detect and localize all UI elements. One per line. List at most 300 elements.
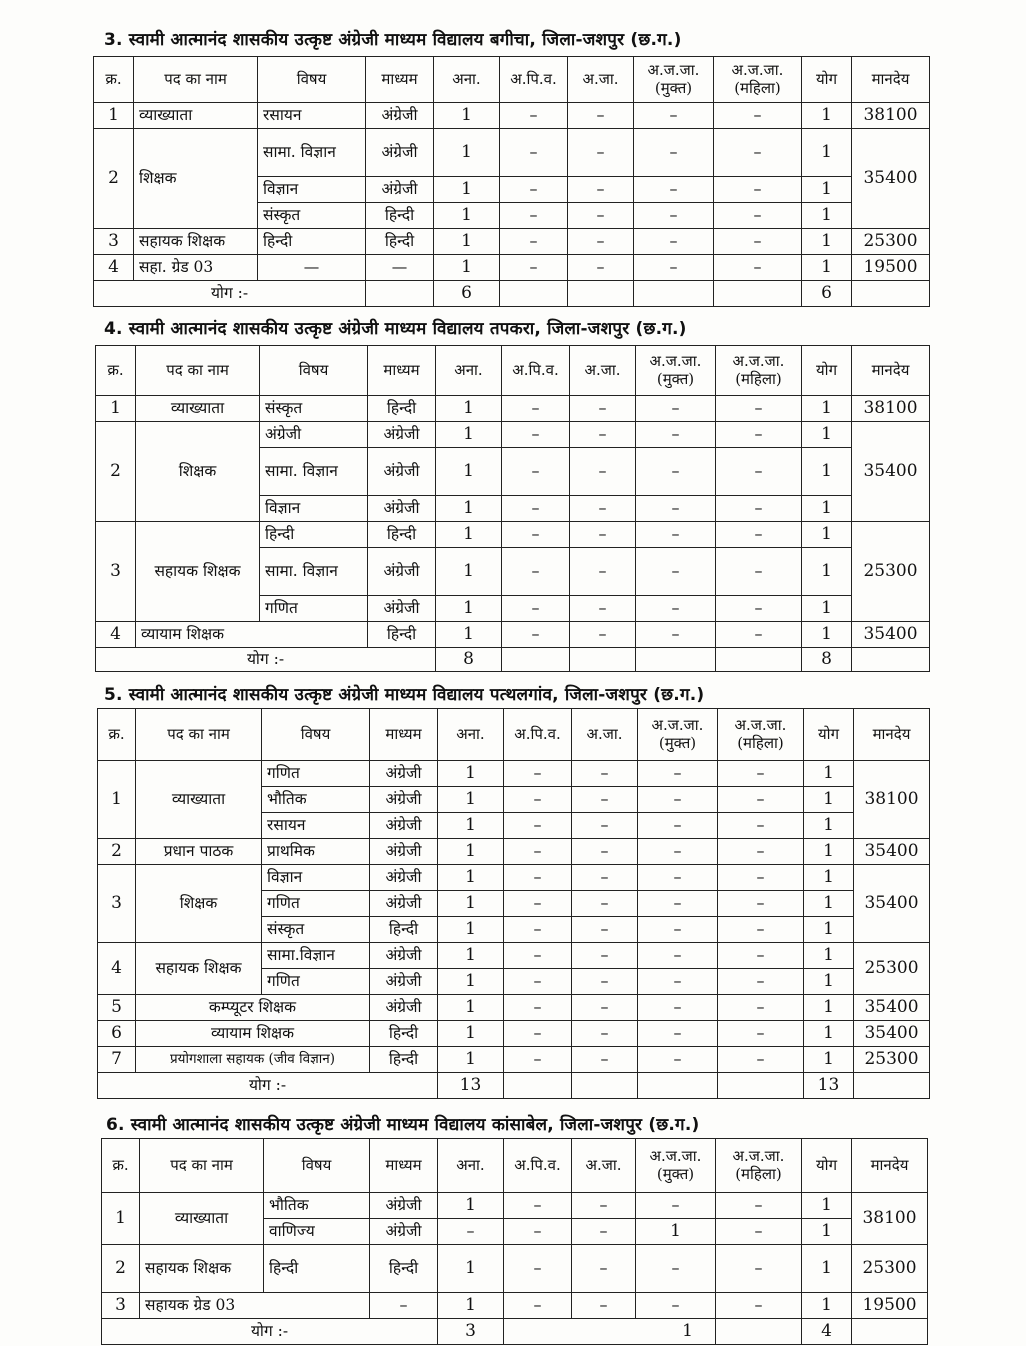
total-row xyxy=(94,281,930,307)
cell-post: व्याख्याता xyxy=(136,396,260,422)
table-row xyxy=(98,761,930,787)
cell-post: व्याख्याता xyxy=(134,103,258,129)
cell-ur: 1 xyxy=(436,596,502,622)
table-row xyxy=(96,396,930,422)
cell-medium: अंग्रेजी xyxy=(370,787,438,813)
cell-st-women: – xyxy=(716,622,802,648)
cell-pay: 19500 xyxy=(852,1293,928,1319)
cell-subject: हिन्दी xyxy=(264,1245,370,1293)
cell-sc: – xyxy=(572,1219,636,1245)
table-row xyxy=(102,1245,928,1293)
cell-ur: 1 xyxy=(436,622,502,648)
header-subject: विषय xyxy=(264,1139,370,1193)
cell-sno: 3 xyxy=(96,522,136,622)
cell-medium: अंग्रेजी xyxy=(370,969,438,995)
header-sno: क्र. xyxy=(98,709,136,761)
table-row xyxy=(98,1021,930,1047)
cell-st-free: – xyxy=(638,917,718,943)
cell-sc: – xyxy=(572,813,638,839)
cell-subject: संस्कृत xyxy=(260,396,368,422)
cell-st-free: – xyxy=(636,548,716,596)
table-row xyxy=(96,422,930,448)
cell-st-free: – xyxy=(638,995,718,1021)
cell-subject: रसायन xyxy=(262,813,370,839)
cell-medium: अंग्रेजी xyxy=(368,548,436,596)
cell-post: प्रधान पाठक xyxy=(136,839,262,865)
cell-total: 1 xyxy=(802,229,852,255)
cell-total: 1 xyxy=(804,995,854,1021)
header-st-women: अ.ज.जा. (महिला) xyxy=(718,709,804,761)
cell-total: 1 xyxy=(804,943,854,969)
cell-subject: संस्कृत xyxy=(262,917,370,943)
cell-sc: – xyxy=(572,865,638,891)
cell-total: 1 xyxy=(802,103,852,129)
cell-subject: संस्कृत xyxy=(258,203,366,229)
vacancy-table xyxy=(101,1138,928,1345)
cell-st-free: – xyxy=(638,943,718,969)
empty-cell xyxy=(852,648,930,672)
cell-obc: – xyxy=(502,622,570,648)
cell-post: व्यायाम शिक्षक xyxy=(136,622,368,648)
cell-total: 1 xyxy=(804,787,854,813)
cell-ur: 1 xyxy=(438,995,504,1021)
cell-st-women: – xyxy=(718,787,804,813)
cell-sc: – xyxy=(572,1293,636,1319)
cell-sc: – xyxy=(570,548,636,596)
cell-post: व्याख्याता xyxy=(136,761,262,839)
cell-ur: 1 xyxy=(438,865,504,891)
cell-total: 1 xyxy=(802,596,852,622)
total-st-free: 1 xyxy=(504,1319,716,1345)
cell-total: 1 xyxy=(802,1245,852,1293)
cell-obc: – xyxy=(504,891,572,917)
cell-st-free: – xyxy=(636,396,716,422)
cell-medium: अंग्रेजी xyxy=(368,496,436,522)
cell-st-women: – xyxy=(714,203,802,229)
cell-sno: 4 xyxy=(96,622,136,648)
cell-st-free: – xyxy=(636,622,716,648)
cell-ur: 1 xyxy=(438,1293,504,1319)
cell-st-women: – xyxy=(716,496,802,522)
cell-total: 1 xyxy=(802,448,852,496)
cell-pay: 25300 xyxy=(854,943,930,995)
cell-st-free: – xyxy=(636,522,716,548)
cell-st-free: – xyxy=(634,177,714,203)
header-sno: क्र. xyxy=(102,1139,140,1193)
cell-subject: विज्ञान xyxy=(258,177,366,203)
cell-st-women: – xyxy=(718,1021,804,1047)
cell-subject: सामा. विज्ञान xyxy=(258,129,366,177)
cell-st-women: – xyxy=(716,448,802,496)
cell-sc: – xyxy=(572,1245,636,1293)
cell-st-women: – xyxy=(716,1219,802,1245)
cell-pay: 35400 xyxy=(854,1021,930,1047)
cell-ur: 1 xyxy=(434,203,500,229)
cell-sc: – xyxy=(572,995,638,1021)
cell-post: सहा. ग्रेड 03 xyxy=(134,255,258,281)
header-sc: अ.जा. xyxy=(568,57,634,103)
cell-st-free: – xyxy=(638,891,718,917)
cell-obc: – xyxy=(504,969,572,995)
section-title: 6. स्वामी आत्मानंद शासकीय उत्कृष्ट अंग्रेजी माध्यम विद्यालय कांसाबेल, जिला-जशपुर (छ.ग.) xyxy=(106,1115,700,1135)
header-st-women: अ.ज.जा. (महिला) xyxy=(716,1139,802,1193)
header-obc: अ.पि.व. xyxy=(504,1139,572,1193)
cell-medium: हिन्दी xyxy=(368,396,436,422)
cell-st-free: – xyxy=(636,596,716,622)
cell-total: 1 xyxy=(804,969,854,995)
cell-st-free: 1 xyxy=(636,1219,716,1245)
cell-st-women: – xyxy=(718,865,804,891)
empty-cell xyxy=(636,648,716,672)
header-st-women: अ.ज.जा. (महिला) xyxy=(716,346,802,396)
cell-medium: अंग्रेजी xyxy=(368,422,436,448)
cell-medium: अंग्रेजी xyxy=(370,1193,438,1219)
header-post: पद का नाम xyxy=(136,709,262,761)
cell-medium: अंग्रेजी xyxy=(370,1219,438,1245)
cell-obc: – xyxy=(504,1245,572,1293)
cell-sc: – xyxy=(572,1047,638,1073)
cell-sno: 4 xyxy=(98,943,136,995)
cell-sno: 4 xyxy=(94,255,134,281)
cell-pay: 25300 xyxy=(852,1245,928,1293)
cell-sc: – xyxy=(568,229,634,255)
cell-subject: वाणिज्य xyxy=(264,1219,370,1245)
cell-sc: – xyxy=(568,255,634,281)
total-ur: 8 xyxy=(436,648,502,672)
cell-subject: भौतिक xyxy=(264,1193,370,1219)
cell-obc: – xyxy=(500,229,568,255)
cell-obc: – xyxy=(504,813,572,839)
cell-ur: 1 xyxy=(434,103,500,129)
table-row xyxy=(98,865,930,891)
header-ur: अना. xyxy=(436,346,502,396)
empty-cell xyxy=(502,648,570,672)
cell-sc: – xyxy=(572,1193,636,1219)
cell-ur: 1 xyxy=(438,761,504,787)
cell-sno: 2 xyxy=(98,839,136,865)
cell-obc: – xyxy=(504,995,572,1021)
cell-total: 1 xyxy=(802,203,852,229)
cell-obc: – xyxy=(504,1219,572,1245)
cell-st-women: – xyxy=(716,1193,802,1219)
cell-post: सहायक शिक्षक xyxy=(140,1245,264,1293)
cell-post: सहायक ग्रेड 03 xyxy=(140,1293,370,1319)
cell-subject: गणित xyxy=(262,761,370,787)
cell-subject: सामा. विज्ञान xyxy=(260,448,368,496)
total-sum: 4 xyxy=(802,1319,852,1345)
header-st-women: अ.ज.जा. (महिला) xyxy=(714,57,802,103)
header-ur: अना. xyxy=(438,1139,504,1193)
cell-medium: अंग्रेजी xyxy=(370,865,438,891)
vacancy-table xyxy=(97,708,930,1099)
cell-subject: सामा.विज्ञान xyxy=(262,943,370,969)
cell-st-women: – xyxy=(718,917,804,943)
cell-sno: 1 xyxy=(98,761,136,839)
cell-obc: – xyxy=(500,203,568,229)
cell-st-free: – xyxy=(636,1245,716,1293)
cell-subject: — xyxy=(258,255,366,281)
cell-ur: 1 xyxy=(436,496,502,522)
cell-ur: 1 xyxy=(438,839,504,865)
table-header xyxy=(94,57,930,103)
cell-total: 1 xyxy=(802,255,852,281)
cell-post: व्यायाम शिक्षक xyxy=(136,1021,370,1047)
cell-st-free: – xyxy=(638,969,718,995)
cell-obc: – xyxy=(504,917,572,943)
cell-pay: 25300 xyxy=(852,522,930,622)
header-sno: क्र. xyxy=(94,57,134,103)
cell-total: 1 xyxy=(804,813,854,839)
cell-obc: – xyxy=(502,522,570,548)
cell-pay: 35400 xyxy=(852,129,930,229)
cell-obc: – xyxy=(504,1047,572,1073)
empty-cell xyxy=(568,281,634,307)
cell-sc: – xyxy=(570,596,636,622)
empty-cell xyxy=(572,1073,638,1099)
table-header xyxy=(98,709,930,761)
cell-st-free: – xyxy=(634,203,714,229)
cell-sno: 3 xyxy=(94,229,134,255)
cell-pay: 38100 xyxy=(852,1193,928,1245)
table-row xyxy=(102,1293,928,1319)
cell-st-free: – xyxy=(638,1021,718,1047)
cell-pay: 25300 xyxy=(852,229,930,255)
cell-pay: 25300 xyxy=(854,1047,930,1073)
cell-sc: – xyxy=(572,917,638,943)
header-st-free: अ.ज.जा. (मुक्त) xyxy=(636,1139,716,1193)
table-row xyxy=(98,1047,930,1073)
cell-sno: 1 xyxy=(96,396,136,422)
cell-st-women: – xyxy=(714,255,802,281)
table-row xyxy=(96,622,930,648)
cell-medium: — xyxy=(366,255,434,281)
cell-medium: हिन्दी xyxy=(368,622,436,648)
empty-cell xyxy=(854,1073,930,1099)
cell-pay: 38100 xyxy=(854,761,930,839)
vacancy-table xyxy=(95,345,930,672)
cell-obc: – xyxy=(500,103,568,129)
empty-cell xyxy=(716,1319,802,1345)
header-obc: अ.पि.व. xyxy=(504,709,572,761)
cell-st-women: – xyxy=(716,1293,802,1319)
cell-st-women: – xyxy=(716,548,802,596)
cell-st-women: – xyxy=(716,396,802,422)
header-post: पद का नाम xyxy=(134,57,258,103)
header-medium: माध्यम xyxy=(370,1139,438,1193)
cell-ur: 1 xyxy=(436,396,502,422)
cell-st-women: – xyxy=(718,891,804,917)
header-sc: अ.जा. xyxy=(570,346,636,396)
table-row xyxy=(96,522,930,548)
cell-sno: 6 xyxy=(98,1021,136,1047)
cell-subject: गणित xyxy=(262,969,370,995)
header-sc: अ.जा. xyxy=(572,1139,636,1193)
cell-st-free: – xyxy=(638,761,718,787)
cell-pay: 35400 xyxy=(852,422,930,522)
cell-subject: हिन्दी xyxy=(260,522,368,548)
cell-pay: 35400 xyxy=(854,839,930,865)
cell-medium: अंग्रेजी xyxy=(370,891,438,917)
cell-st-women: – xyxy=(716,1245,802,1293)
empty-cell xyxy=(852,281,930,307)
cell-subject: भौतिक xyxy=(262,787,370,813)
cell-sc: – xyxy=(570,622,636,648)
cell-total: 1 xyxy=(802,396,852,422)
cell-pay: 35400 xyxy=(854,865,930,943)
cell-st-women: – xyxy=(714,103,802,129)
header-total: योग xyxy=(802,1139,852,1193)
cell-pay: 19500 xyxy=(852,255,930,281)
cell-medium: हिन्दी xyxy=(366,203,434,229)
cell-ur: 1 xyxy=(436,422,502,448)
cell-medium: अंग्रेजी xyxy=(366,177,434,203)
empty-cell xyxy=(366,281,434,307)
cell-total: 1 xyxy=(802,422,852,448)
table-row xyxy=(94,129,930,177)
header-subject: विषय xyxy=(258,57,366,103)
cell-medium: अंग्रेजी xyxy=(370,839,438,865)
cell-ur: 1 xyxy=(436,522,502,548)
cell-ur: 1 xyxy=(438,1021,504,1047)
cell-subject: सामा. विज्ञान xyxy=(260,548,368,596)
cell-sc: – xyxy=(572,943,638,969)
cell-st-free: – xyxy=(634,229,714,255)
cell-st-free: – xyxy=(636,448,716,496)
cell-sno: 1 xyxy=(94,103,134,129)
total-label: योग :- xyxy=(96,648,436,672)
empty-cell xyxy=(570,648,636,672)
cell-sc: – xyxy=(568,103,634,129)
cell-st-free: – xyxy=(634,103,714,129)
cell-ur: 1 xyxy=(438,1193,504,1219)
cell-obc: – xyxy=(504,1021,572,1047)
cell-sno: 3 xyxy=(98,865,136,943)
cell-st-free: – xyxy=(636,1293,716,1319)
total-row xyxy=(102,1319,928,1345)
cell-medium: अंग्रेजी xyxy=(366,129,434,177)
cell-obc: – xyxy=(504,1293,572,1319)
total-sum: 13 xyxy=(804,1073,854,1099)
header-pay: मानदेय xyxy=(852,57,930,103)
cell-sno: 2 xyxy=(102,1245,140,1293)
cell-obc: – xyxy=(504,943,572,969)
cell-ur: 1 xyxy=(434,129,500,177)
cell-st-free: – xyxy=(634,129,714,177)
empty-cell xyxy=(638,1073,718,1099)
cell-st-free: – xyxy=(638,865,718,891)
cell-subject: प्राथमिक xyxy=(262,839,370,865)
cell-obc: – xyxy=(504,839,572,865)
empty-cell xyxy=(718,1073,804,1099)
cell-medium: अंग्रेजी xyxy=(370,813,438,839)
header-subject: विषय xyxy=(262,709,370,761)
header-obc: अ.पि.व. xyxy=(500,57,568,103)
cell-subject: अंग्रेजी xyxy=(260,422,368,448)
total-sum: 6 xyxy=(802,281,852,307)
cell-post: सहायक शिक्षक xyxy=(136,522,260,622)
cell-total: 1 xyxy=(802,622,852,648)
total-ur: 3 xyxy=(438,1319,504,1345)
cell-st-women: – xyxy=(714,129,802,177)
cell-sc: – xyxy=(572,761,638,787)
cell-total: 1 xyxy=(802,177,852,203)
cell-total: 1 xyxy=(802,1219,852,1245)
total-label: योग :- xyxy=(102,1319,438,1345)
total-sum: 8 xyxy=(802,648,852,672)
cell-ur: 1 xyxy=(434,255,500,281)
cell-pay: 35400 xyxy=(854,995,930,1021)
cell-st-women: – xyxy=(714,177,802,203)
cell-sno: 7 xyxy=(98,1047,136,1073)
cell-total: 1 xyxy=(804,761,854,787)
header-pay: मानदेय xyxy=(854,709,930,761)
cell-ur: 1 xyxy=(438,813,504,839)
cell-obc: – xyxy=(502,596,570,622)
cell-st-women: – xyxy=(718,969,804,995)
cell-medium: – xyxy=(370,1293,438,1319)
cell-medium: हिन्दी xyxy=(370,1245,438,1293)
cell-post: सहायक शिक्षक xyxy=(134,229,258,255)
cell-sc: – xyxy=(568,203,634,229)
cell-obc: – xyxy=(502,496,570,522)
total-row xyxy=(96,648,930,672)
cell-medium: हिन्दी xyxy=(368,522,436,548)
cell-ur: 1 xyxy=(438,787,504,813)
header-sno: क्र. xyxy=(96,346,136,396)
cell-medium: अंग्रेजी xyxy=(370,761,438,787)
header-total: योग xyxy=(802,346,852,396)
cell-st-women: – xyxy=(718,761,804,787)
cell-total: 1 xyxy=(802,496,852,522)
cell-sc: – xyxy=(572,787,638,813)
cell-total: 1 xyxy=(802,1193,852,1219)
cell-ur: – xyxy=(438,1219,504,1245)
cell-post: शिक्षक xyxy=(136,422,260,522)
cell-medium: हिन्दी xyxy=(370,917,438,943)
empty-cell xyxy=(714,281,802,307)
total-ur: 6 xyxy=(434,281,500,307)
cell-sc: – xyxy=(568,177,634,203)
cell-sc: – xyxy=(572,839,638,865)
cell-sc: – xyxy=(570,396,636,422)
cell-ur: 1 xyxy=(436,548,502,596)
empty-cell xyxy=(852,1319,928,1345)
cell-sc: – xyxy=(570,496,636,522)
cell-st-free: – xyxy=(636,1193,716,1219)
table-header xyxy=(96,346,930,396)
total-label: योग :- xyxy=(98,1073,438,1099)
cell-sc: – xyxy=(572,891,638,917)
cell-ur: 1 xyxy=(438,891,504,917)
cell-post: शिक्षक xyxy=(136,865,262,943)
cell-post: व्याख्याता xyxy=(140,1193,264,1245)
cell-obc: – xyxy=(500,129,568,177)
table-row xyxy=(94,229,930,255)
cell-st-free: – xyxy=(638,1047,718,1073)
cell-medium: अंग्रेजी xyxy=(370,943,438,969)
cell-sc: – xyxy=(568,129,634,177)
header-obc: अ.पि.व. xyxy=(502,346,570,396)
table-row xyxy=(94,103,930,129)
cell-ur: 1 xyxy=(438,1245,504,1293)
cell-ur: 1 xyxy=(434,177,500,203)
table-row xyxy=(98,995,930,1021)
cell-sno: 1 xyxy=(102,1193,140,1245)
cell-sc: – xyxy=(570,448,636,496)
header-post: पद का नाम xyxy=(140,1139,264,1193)
header-post: पद का नाम xyxy=(136,346,260,396)
cell-total: 1 xyxy=(802,129,852,177)
